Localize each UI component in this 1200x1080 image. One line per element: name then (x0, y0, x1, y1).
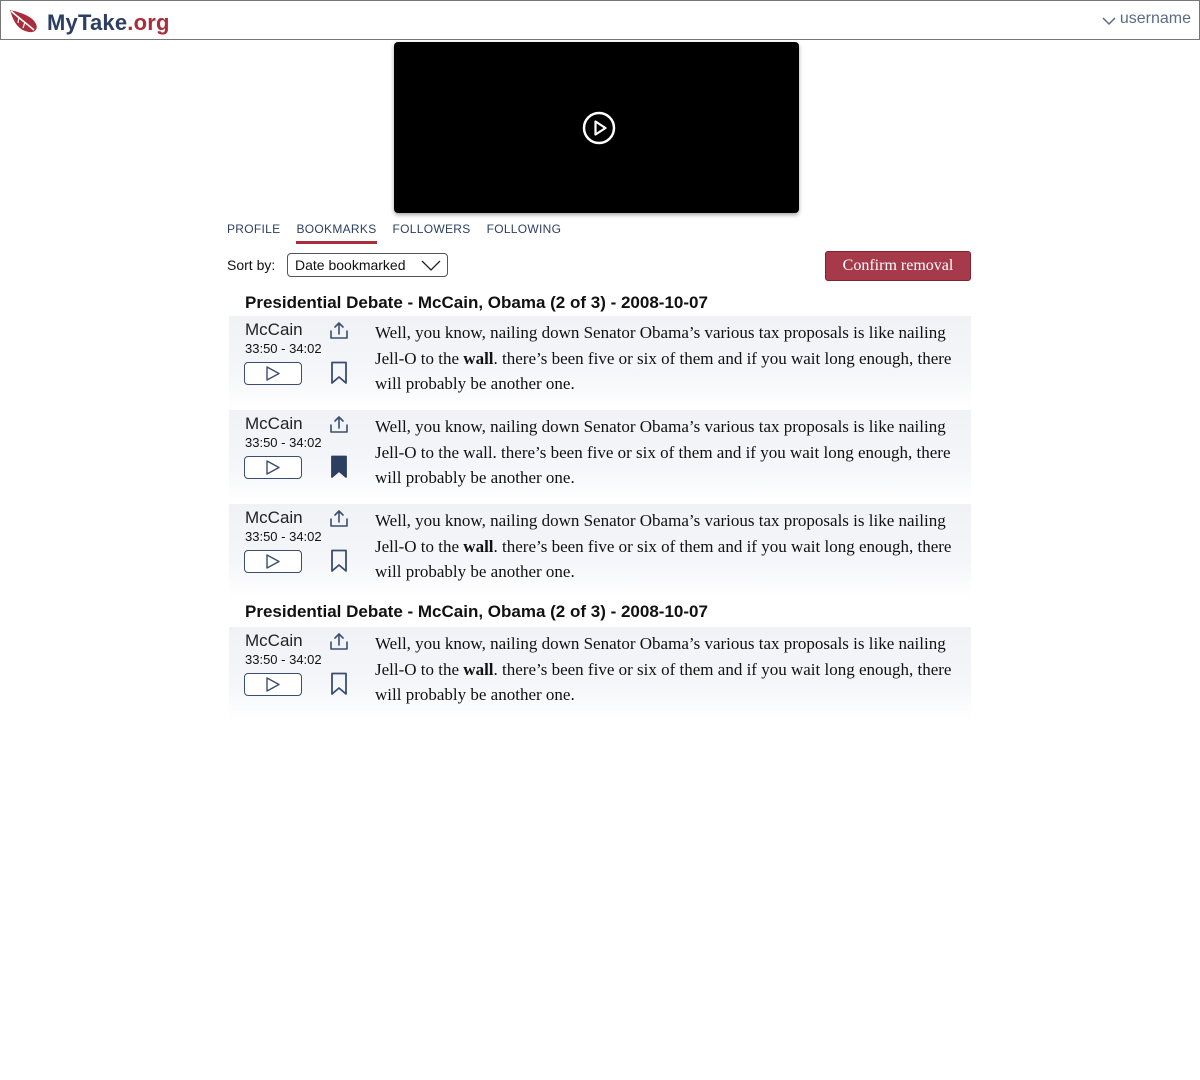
play-icon (265, 366, 281, 381)
chevron-down-icon (421, 259, 441, 272)
debate-title[interactable]: Presidential Debate - McCain, Obama (2 of 3) - 2008-10-07 (245, 293, 708, 312)
share-icon[interactable] (329, 509, 349, 529)
quote-before: Well, you know, nailing down Senator Obama’s various tax proposals is like nailing Jell-O to the (375, 511, 946, 556)
sort-select[interactable] (287, 253, 448, 277)
share-icon[interactable] (329, 415, 349, 435)
bookmark-card (229, 627, 971, 721)
play-clip-button[interactable] (244, 362, 302, 385)
bookmark-outline-icon[interactable] (330, 672, 348, 696)
share-icon[interactable] (329, 632, 349, 652)
play-clip-button[interactable] (244, 550, 302, 573)
tab-bookmarks[interactable]: BOOKMARKS (296, 222, 376, 244)
quote-before: Well, you know, nailing down Senator Obama’s various tax proposals is like nailing Jell-O to the wall. there’s been five or six of them and if you wait long enough, there will probably be another one. (375, 417, 951, 487)
confirm-removal-button[interactable]: Confirm removal (825, 251, 971, 281)
play-clip-button[interactable] (244, 456, 302, 479)
user-menu[interactable] (1102, 10, 1191, 28)
quote-highlight: wall (463, 659, 494, 679)
quote-after: . there’s been five or six of them and if you wait long enough, there will probably be another one. (375, 536, 952, 581)
username-label: username (1119, 10, 1191, 27)
tab-following[interactable]: FOLLOWING (486, 222, 562, 236)
play-icon (265, 460, 281, 475)
speaker-name: McCain (245, 631, 303, 650)
play-circle-icon[interactable] (582, 111, 616, 145)
quote-after: . there’s been five or six of them and if you wait long enough, there will probably be another one. (375, 659, 952, 704)
video-player[interactable] (394, 42, 799, 213)
quote-text (375, 508, 965, 585)
share-icon[interactable] (329, 321, 349, 341)
timecode: 33:50 - 34:02 (245, 652, 322, 667)
quote-highlight: wall (463, 348, 494, 368)
bookmark-outline-icon[interactable] (330, 361, 348, 385)
debate-title[interactable]: Presidential Debate - McCain, Obama (2 of 3) - 2008-10-07 (245, 602, 708, 621)
timecode: 33:50 - 34:02 (245, 341, 322, 356)
tab-followers[interactable]: FOLLOWERS (392, 222, 471, 236)
bookmark-card (229, 316, 971, 410)
tab-profile[interactable]: PROFILE (227, 222, 281, 236)
quote-text (375, 631, 965, 708)
speaker-name: McCain (245, 320, 303, 339)
quote-text (375, 320, 965, 397)
timecode: 33:50 - 34:02 (245, 529, 322, 544)
logo-text (47, 10, 170, 36)
bookmark-card (229, 504, 971, 598)
logo-main-text: MyTake (47, 9, 128, 35)
quote-text (375, 414, 965, 491)
sort-label: Sort by: (227, 257, 276, 273)
site-logo[interactable] (7, 5, 170, 37)
top-header (0, 0, 1200, 40)
quote-before: Well, you know, nailing down Senator Obama’s various tax proposals is like nailing Jell-O to the (375, 323, 946, 368)
chevron-down-icon (1102, 14, 1116, 28)
quote-after: . there’s been five or six of them and if you wait long enough, there will probably be another one. (375, 348, 952, 393)
bookmark-card (229, 410, 971, 504)
logo-tld-text: .org (127, 9, 170, 35)
speaker-name: McCain (245, 508, 303, 527)
bookmark-outline-icon[interactable] (330, 549, 348, 573)
profile-tabs (227, 222, 577, 244)
play-icon (265, 677, 281, 692)
quote-before: Well, you know, nailing down Senator Obama’s various tax proposals is like nailing Jell-O to the (375, 634, 946, 679)
leaf-logo-icon (7, 6, 39, 36)
play-clip-button[interactable] (244, 673, 302, 696)
timecode: 33:50 - 34:02 (245, 435, 322, 450)
bookmark-filled-icon[interactable] (330, 455, 348, 479)
speaker-name: McCain (245, 414, 303, 433)
quote-highlight: wall (463, 536, 494, 556)
play-icon (265, 554, 281, 569)
sort-selected-value: Date bookmarked (295, 257, 406, 273)
